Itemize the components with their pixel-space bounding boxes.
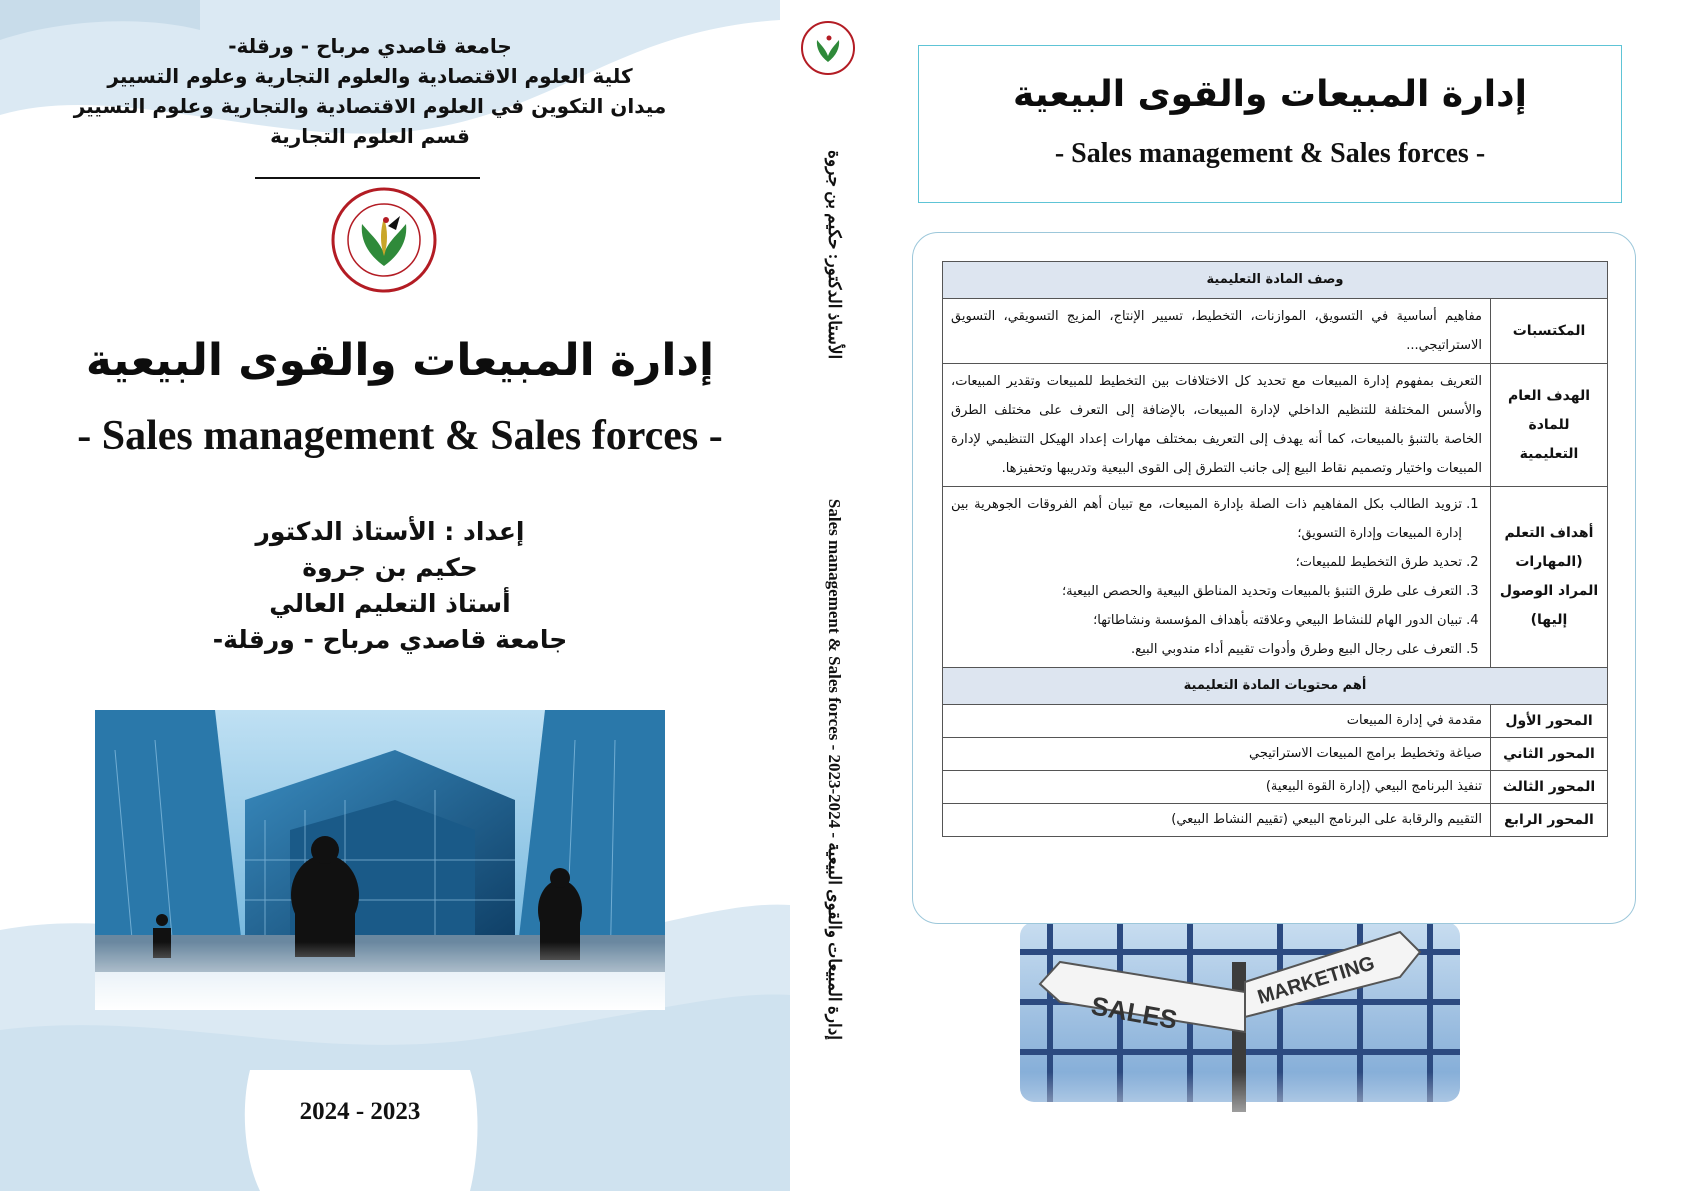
sales-marketing-signpost-image [1020,922,1460,1152]
learning-goals-list [951,490,1482,664]
header-divider [255,177,480,179]
learning-goal-item: 4. تبيان الدور الهام للنشاط البيعي وعلاقته بأهداف المؤسسة ونشاطاتها؛ [951,606,1462,635]
table-header-description: وصف المادة التعليمية [943,262,1608,299]
axis-text: التقييم والرقابة على البرنامج البيعي (تقييم النشاط البيعي) [943,804,1491,837]
author-university: جامعة قاصدي مرباح - ورقلة- [212,625,568,654]
front-cover [0,0,790,1191]
axis-label: المحور الأول [1491,705,1608,738]
author-prefix: إعداد : الأستاذ الدكتور [255,517,525,546]
learning-goal-item: 1. تزويد الطالب بكل المفاهيم ذات الصلة بإدارة المبيعات، مع تبيان أهم الفروقات الجوهرية بين إدارة المبيعات وإدارة التسويق؛ [951,490,1462,548]
author-rank: أستاذ التعليم العالي [269,589,511,618]
department-name: قسم العلوم التجارية [270,124,470,148]
book-spine [790,0,870,1191]
front-title-english: - Sales management & Sales forces - [77,413,723,459]
spine-logo [800,20,856,76]
university-logo [330,186,438,294]
table-row [943,771,1608,804]
learning-goal-item: 5. التعرف على رجال البيع وطرق وأدوات تقييم أداء مندوبي البيع. [951,635,1462,664]
table-row [943,364,1608,487]
author-name: حكيم بن جروة [302,553,478,582]
spine-author: الأستاذ الدكتور: حكيم بن جروة [825,150,844,360]
axis-text: مقدمة في إدارة المبيعات [943,705,1491,738]
learning-goals-list-cell [943,487,1491,668]
row-label-general-goal: الهدف العام للمادة التعليمية [1491,364,1608,487]
sign-sales-text: SALES [1088,990,1180,1035]
table-row [943,705,1608,738]
axis-text: صياغة وتخطيط برامج المبيعات الاستراتيجي [943,738,1491,771]
row-label-learning-goals: أهداف التعلم (المهارات المراد الوصول إليها) [1491,487,1608,668]
row-text-general-goal: التعريف بمفهوم إدارة المبيعات مع تحديد كل الاختلافات بين التخطيط للمبيعات وتقدير المبيعات، والأسس المختلفة للتنظيم الداخلي لإدارة المبيعات، بالإضافة إلى التعرف على مختلف الطرق الخاصة بالتنبؤ بالمبيعات، كما أنه يهدف إلى التعريف بمختلف مهارات إعداد الهيكل التنظيمي لإدارة المبيعات واختيار وتصميم نقاط البيع إلى جانب التطرق إلى القوى البيعية وتدريبها وتحفيزها. [943,364,1491,487]
course-description-panel [912,232,1636,924]
back-title-box [918,45,1622,203]
row-text-prerequisites: مفاهيم أساسية في التسويق، الموازنات، التخطيط، تسيير الإنتاج، المزيج التسويقي، التسويق الاستراتيجي... [943,299,1491,364]
axis-text: تنفيذ البرنامج البيعي (إدارة القوة البيعية) [943,771,1491,804]
axis-label: المحور الرابع [1491,804,1608,837]
university-name: جامعة قاصدي مرباح - ورقلة- [228,34,512,58]
back-title-english: - Sales management & Sales forces - [1054,138,1486,169]
table-row [943,299,1608,364]
sign-marketing-text: MARKETING [1255,952,1378,1009]
back-cover [870,0,1684,1191]
table-row [943,738,1608,771]
business-buildings-photo [95,710,665,1010]
axis-label: المحور الثاني [1491,738,1608,771]
domain-name: ميدان التكوين في العلوم الاقتصادية والتجارية وعلوم التسيير [73,94,667,118]
axis-label: المحور الثالث [1491,771,1608,804]
faculty-name: كلية العلوم الاقتصادية والعلوم التجارية وعلوم التسيير [107,64,633,88]
row-label-prerequisites: المكتسبات [1491,299,1608,364]
learning-goal-item: 3. التعرف على طرق التنبؤ بالمبيعات وتحديد المناطق البيعية والحصص البيعية؛ [951,577,1462,606]
course-description-table [942,261,1608,837]
table-header-contents: أهم محتويات المادة التعليمية [943,668,1608,705]
back-title-arabic: إدارة المبيعات والقوى البيعية [1013,74,1527,115]
learning-goal-item: 2. تحديد طرق التخطيط للمبيعات؛ [951,548,1462,577]
table-row [943,804,1608,837]
academic-year: 2024 - 2023 [299,1098,421,1125]
table-row [943,487,1608,668]
front-title-arabic: إدارة المبيعات والقوى البيعية [85,335,715,386]
spine-title: إدارة المبيعات والقوى البيعية - Sales management & Sales forces - 2023-2024 [825,498,844,1040]
